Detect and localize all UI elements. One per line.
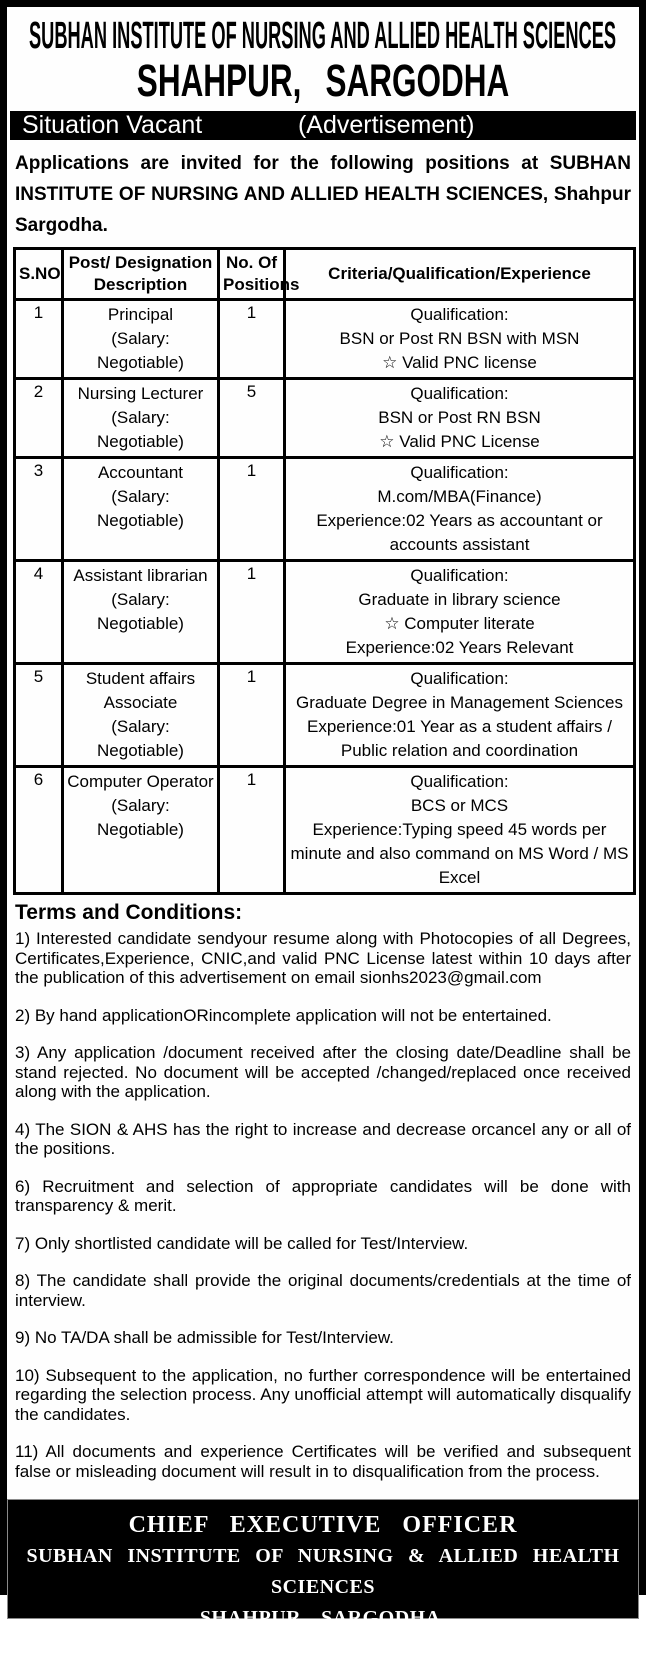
table-row-principal [15, 300, 635, 379]
criteria-line: Graduate Degree in Management Sciences [296, 693, 623, 712]
header-positions: No. Of Positions [219, 249, 285, 300]
institute-location-title [7, 57, 639, 105]
situation-vacant-label: Situation Vacant [22, 111, 203, 139]
situation-vacant-band [10, 111, 636, 140]
criteria-line: Experience:02 Years Relevant [345, 638, 574, 657]
row-criteria [285, 300, 635, 379]
table-row-student-affairs-associate [15, 664, 635, 767]
row-post: Assistant librarian (Salary: Negotiable) [63, 561, 219, 664]
terms-item-9: 9) No TA/DA shall be admissible for Test/Interview. [15, 1328, 394, 1347]
criteria-line: BSN or Post RN BSN with MSN [339, 329, 580, 348]
header-criteria: Criteria/Qualification/Experience [285, 249, 635, 300]
criteria-line: Qualification: [410, 669, 509, 688]
row-post: Student affairs Associate (Salary: Negotiable) [63, 664, 219, 767]
institute-title-text: SUBHAN INSTITUTE OF NURSING AND ALLIED HEALTH SCIENCES [29, 15, 617, 57]
row-post: Principal (Salary: Negotiable) [63, 300, 219, 379]
row-sno: 5 [15, 664, 63, 767]
criteria-line: Qualification: [410, 566, 509, 585]
criteria-line: ☆ Valid PNC License [379, 432, 540, 451]
row-criteria [285, 379, 635, 458]
criteria-line: BSN or Post RN BSN [378, 408, 541, 427]
criteria-line: ☆ Valid PNC license [382, 353, 537, 372]
criteria-line: Qualification: [410, 463, 509, 482]
terms-item-11: 11) All documents and experience Certificates will be verified and subsequent false or misleading document will result in to disqualification from the process. [15, 1442, 631, 1481]
row-sno: 6 [15, 767, 63, 894]
criteria-line: Qualification: [410, 305, 509, 324]
institute-location-text: SHAHPUR, SARGODHA [136, 55, 510, 106]
advertisement-label: (Advertisement) [297, 111, 475, 139]
positions-table [13, 247, 636, 895]
row-salary: (Salary: Negotiable) [97, 796, 184, 839]
table-row-accountant [15, 458, 635, 561]
table-row-computer-operator [15, 767, 635, 894]
criteria-line: ☆ Computer literate [384, 614, 535, 633]
phone-number: PHONE : (048-6310607) [204, 1638, 442, 1660]
institute-title [7, 15, 639, 57]
signatory-institute-line2: SCIENCES [270, 1576, 376, 1598]
header-post: Post/ Designation Description [63, 249, 219, 300]
masthead [7, 7, 639, 109]
row-salary: (Salary: Negotiable) [97, 329, 184, 372]
criteria-line: Experience:02 Years as accountant or accounts assistant [316, 511, 603, 554]
criteria-line: M.com/MBA(Finance) [377, 487, 542, 506]
row-post: Nursing Lecturer (Salary: Negotiable) [63, 379, 219, 458]
terms-item-10: 10) Subsequent to the application, no further correspondence will be entertained regarding the selection process. Any unofficial attempt will automatically disqualify the candidates. [15, 1365, 631, 1424]
row-sno: 2 [15, 379, 63, 458]
signatory-location: SHAHPUR, SARGODHA. [199, 1607, 447, 1629]
row-sno: 4 [15, 561, 63, 664]
terms-item-2: 2) By hand applicationORincomplete application will not be entertained. [15, 1005, 552, 1025]
row-salary: (Salary: Negotiable) [97, 590, 184, 633]
row-criteria [285, 664, 635, 767]
terms-item-1: 1) Interested candidate sendyour resume along with Photocopies of all Degrees, Certificates,Experience, CNIC,and valid PNC License latest within 10 days after the publication of this advertisement on email sionhs2023@gmail.com [15, 929, 631, 987]
terms-heading: Terms and Conditions: [15, 901, 243, 924]
row-criteria [285, 561, 635, 664]
row-criteria [285, 767, 635, 894]
criteria-line: Graduate in library science [358, 590, 561, 609]
criteria-line: Experience:01 Year as a student affairs / Public relation and coordination [307, 717, 612, 760]
row-salary: (Salary: Negotiable) [97, 487, 184, 530]
signatory-title: CHIEF EXECUTIVE OFFICER [128, 1512, 518, 1538]
terms-item-3: 3) Any application /document received after the closing date/Deadline shall be stand rejected. No document will be accepted /changed/replaced once received along with the application. [15, 1043, 631, 1101]
row-sno: 1 [15, 300, 63, 379]
header-sno: S.NO [15, 249, 63, 300]
row-criteria [285, 458, 635, 561]
row-sno: 3 [15, 458, 63, 561]
row-post: Accountant (Salary: Negotiable) [63, 458, 219, 561]
terms-item-7: 7) Only shortlisted candidate will be called for Test/Interview. [15, 1233, 469, 1253]
table-header-row [15, 249, 635, 300]
row-positions: 1 [219, 767, 285, 894]
table-row-nursing-lecturer [15, 379, 635, 458]
row-post: Computer Operator (Salary: Negotiable) [63, 767, 219, 894]
criteria-line: Qualification: [410, 384, 509, 403]
intro-paragraph: Applications are invited for the following positions at SUBHAN INSTITUTE OF NURSING AND ALLIED HEALTH SCIENCES, Shahpur Sargodha. [15, 153, 631, 236]
row-positions: 1 [219, 664, 285, 767]
criteria-line: Experience:Typing speed 45 words per minute and also command on MS Word / MS Excel [290, 820, 629, 887]
row-positions: 1 [219, 300, 285, 379]
terms-and-conditions [7, 895, 639, 1499]
terms-item-6: 6) Recruitment and selection of appropriate candidates will be done with transparency & merit. [15, 1176, 631, 1215]
row-positions: 5 [219, 379, 285, 458]
row-positions: 1 [219, 458, 285, 561]
table-row-assistant-librarian [15, 561, 635, 664]
criteria-line: BCS or MCS [410, 796, 509, 815]
signatory-institute-line1: SUBHAN INSTITUTE OF NURSING & ALLIED HEALTH [26, 1545, 620, 1567]
row-salary: (Salary: Negotiable) [97, 408, 184, 451]
criteria-line: Qualification: [410, 772, 509, 791]
row-salary: (Salary: Negotiable) [97, 717, 184, 760]
signature-block [7, 1499, 639, 1660]
terms-item-4: 4) The SION & AHS has the right to increase and decrease orcancel any or all of the positions. [15, 1119, 631, 1158]
terms-item-8: 8) The candidate shall provide the original documents/credentials at the time of interview. [15, 1271, 631, 1310]
row-positions: 1 [219, 561, 285, 664]
